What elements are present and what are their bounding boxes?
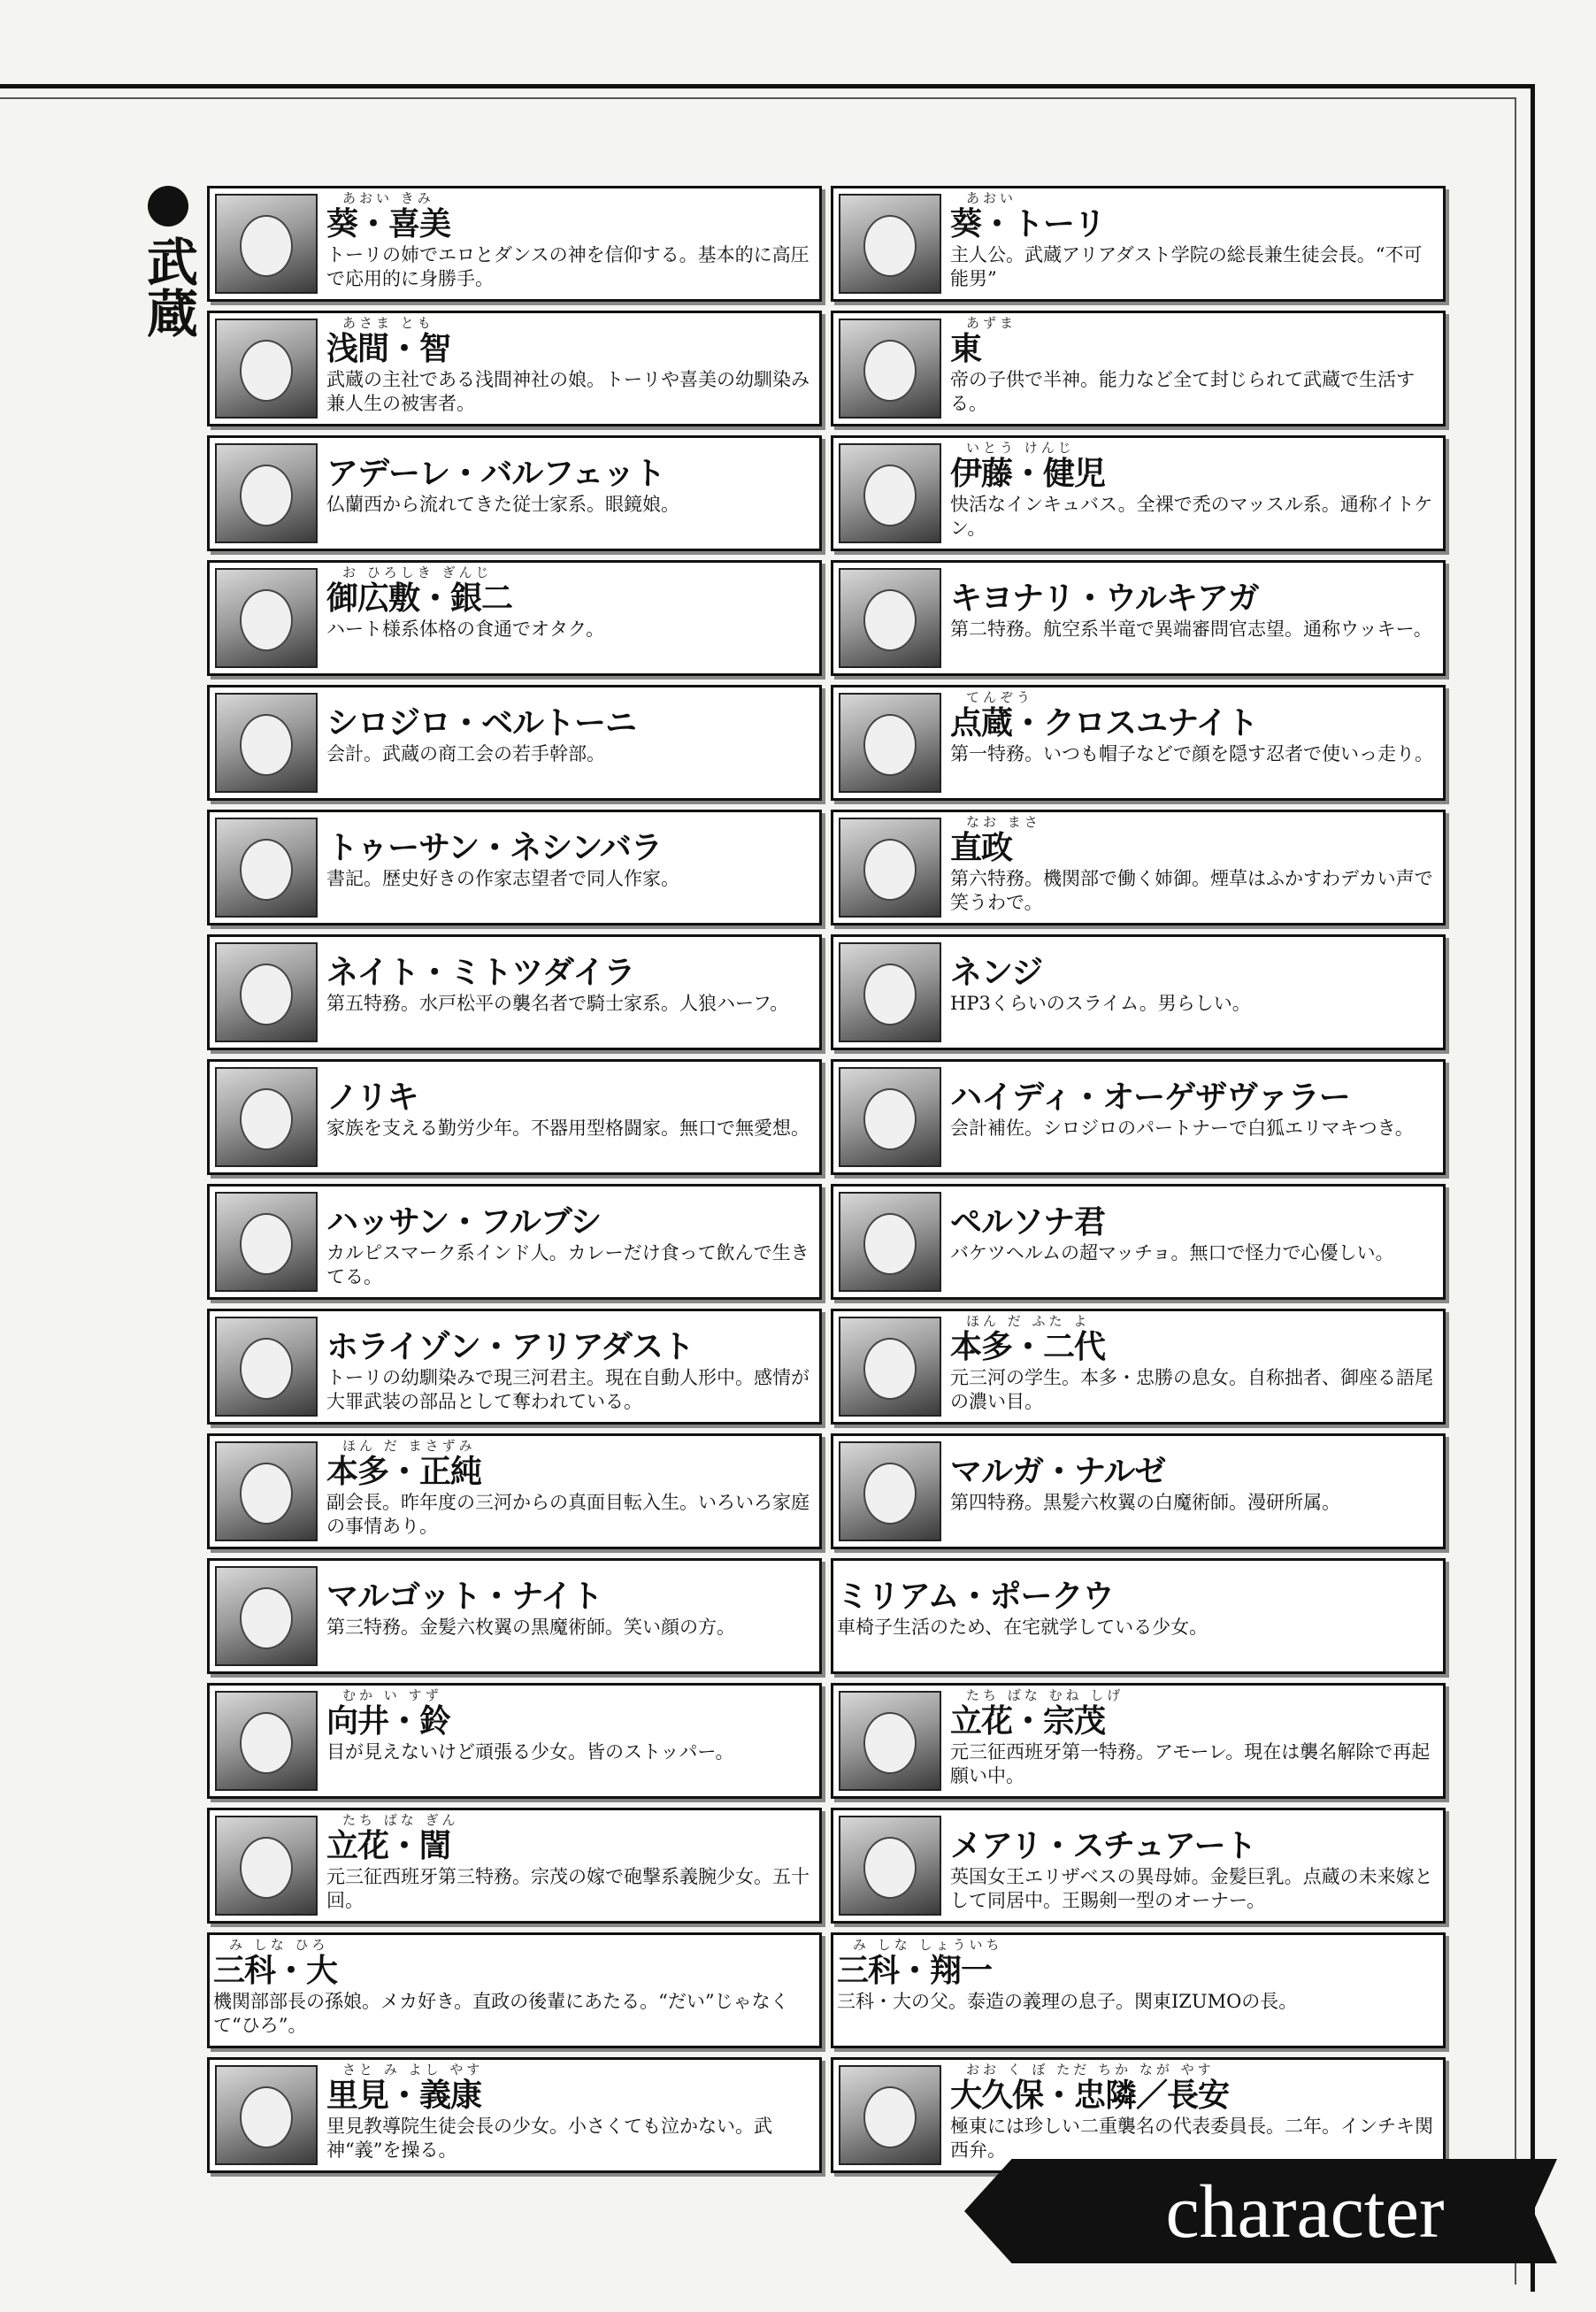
furigana	[326, 1563, 812, 1578]
portrait-image	[839, 693, 941, 793]
character-name: 葵・喜美	[326, 206, 451, 242]
portrait-image	[215, 1566, 318, 1666]
character-card	[207, 685, 822, 801]
portrait-image	[839, 942, 941, 1042]
character-name: 本多・正純	[326, 1454, 482, 1490]
portrait-image	[839, 2065, 941, 2165]
portrait-image	[839, 1816, 941, 1916]
character-text	[947, 1187, 1443, 1297]
portrait-image	[215, 194, 318, 294]
portrait-image	[839, 568, 941, 668]
furigana	[950, 939, 1436, 955]
character-name: ネイト・ミトツダイラ	[326, 955, 635, 991]
character-card	[207, 435, 822, 551]
character-text	[947, 937, 1443, 1048]
character-description: 武蔵の主社である浅間神社の娘。トーリや喜美の幼馴染み兼人生の被害者。	[326, 369, 810, 414]
character-card	[831, 810, 1446, 926]
character-text	[323, 1561, 819, 1671]
character-name: ハッサン・フルブシ	[326, 1204, 602, 1240]
furigana	[326, 814, 812, 830]
character-grid	[207, 186, 1446, 2173]
character-name: トゥーサン・ネシンバラ	[326, 830, 662, 866]
character-card	[831, 1683, 1446, 1799]
portrait-image	[215, 1441, 318, 1541]
character-name: 里見・義康	[326, 2078, 482, 2114]
character-text	[947, 1062, 1443, 1172]
furigana: お ひろしき ぎんじ	[342, 565, 493, 580]
character-text	[947, 812, 1443, 923]
furigana	[950, 1812, 1436, 1828]
furigana: たち ばな ぎん	[342, 1812, 459, 1828]
character-name: 大久保・忠隣／長安	[950, 2078, 1230, 2114]
character-card	[831, 1932, 1446, 2048]
character-text	[323, 812, 819, 923]
character-card	[831, 435, 1446, 551]
furigana: さと み よし やす	[342, 2062, 484, 2078]
character-description: 快活なインキュバス。全裸で禿のマッスル系。通称イトケン。	[950, 494, 1433, 539]
character-card	[831, 1433, 1446, 1549]
character-description: トーリの幼馴染みで現三河君主。現在自動人形中。感情が大罪武装の部品として奪われている。	[326, 1367, 810, 1412]
character-description: 家族を支える勤労少年。不器用型格闘家。無口で無愛想。	[326, 1118, 810, 1139]
character-text	[947, 188, 1443, 299]
character-card	[207, 186, 822, 302]
character-description: 帝の子供で半神。能力など全て封じられて武蔵で生活する。	[950, 369, 1415, 414]
portrait-image	[215, 818, 318, 918]
character-name: マルゴット・ナイト	[326, 1578, 602, 1615]
character-description: 主人公。武蔵アリアダスト学院の総長兼生徒会長。“不可能男”	[950, 244, 1423, 289]
portrait-image	[839, 1192, 941, 1292]
character-card	[207, 1932, 822, 2048]
character-text	[833, 1561, 1443, 1671]
furigana: ほん だ ふた よ	[966, 1313, 1091, 1329]
character-description: 元三征西班牙第一特務。アモーレ。現在は襲名解除で再起願い中。	[950, 1741, 1431, 1786]
character-text	[947, 1311, 1443, 1422]
section-title: 武蔵	[138, 235, 198, 338]
furigana: み しな しょういち	[853, 1937, 1003, 1953]
portrait-image	[215, 1691, 318, 1791]
character-text	[947, 438, 1443, 549]
furigana: あさま とも	[342, 315, 434, 331]
portrait-image	[215, 942, 318, 1042]
character-name: マルガ・ナルゼ	[950, 1454, 1166, 1490]
character-card	[831, 560, 1446, 676]
character-card	[207, 2057, 822, 2173]
portrait-image	[215, 2065, 318, 2165]
portrait-image	[215, 1816, 318, 1916]
character-description: 車椅子生活のため、在宅就学している少女。	[837, 1617, 1209, 1638]
furigana: おお く ぼ ただ ちか なが やす	[966, 2062, 1215, 2078]
character-description: 第六特務。機関部で働く姉御。煙草はふかすわデカい声で笑うわで。	[950, 868, 1433, 913]
furigana: むか い すず	[342, 1687, 442, 1703]
character-card	[831, 685, 1446, 801]
character-name: 立花・誾	[326, 1828, 451, 1864]
section-label	[138, 186, 198, 338]
character-description: 機関部部長の孫娘。メカ好き。直政の後輩にあたる。“だい”じゃなくて“ひろ”。	[213, 1991, 789, 2036]
character-text	[210, 1935, 819, 2046]
character-text	[323, 1062, 819, 1172]
character-text	[323, 1436, 819, 1547]
character-card	[207, 1059, 822, 1175]
furigana	[326, 1188, 812, 1204]
portrait-image	[839, 194, 941, 294]
character-name: メアリ・スチュアート	[950, 1828, 1256, 1864]
character-card	[831, 1558, 1446, 1674]
character-text	[323, 1311, 819, 1422]
character-description: 元三征西班牙第三特務。宗茂の嫁で砲撃系義腕少女。五十回。	[326, 1866, 810, 1911]
character-description: 極東には珍しい二重襲名の代表委員長。二年。インチキ関西弁。	[950, 2116, 1433, 2161]
character-description: 英国女王エリザベスの異母姉。金髪巨乳。点蔵の未来嫁として同居中。王賜剣一型のオーナー。	[950, 1866, 1433, 1911]
furigana: あずま	[966, 315, 1017, 331]
furigana	[326, 689, 812, 705]
furigana: たち ばな むね しげ	[966, 1687, 1124, 1703]
character-description: 会計補佐。シロジロのパートナーで白狐エリマキつき。	[950, 1118, 1414, 1139]
character-card	[207, 1808, 822, 1924]
character-name: 伊藤・健児	[950, 456, 1106, 492]
character-text	[323, 2060, 819, 2170]
character-name: ペルソナ君	[950, 1204, 1106, 1240]
portrait-image	[839, 1691, 941, 1791]
furigana: み しな ひろ	[229, 1937, 329, 1953]
character-card	[831, 1309, 1446, 1425]
character-description: 副会長。昨年度の三河からの真面目転入生。いろいろ家庭の事情あり。	[326, 1492, 810, 1537]
furigana: あおい	[966, 190, 1017, 206]
character-card	[207, 1433, 822, 1549]
character-card	[207, 1683, 822, 1799]
portrait-image	[215, 568, 318, 668]
furigana: あおい きみ	[342, 190, 434, 206]
portrait-image	[839, 1317, 941, 1417]
character-name: ホライゾン・アリアダスト	[326, 1329, 694, 1365]
furigana: ほん だ まさずみ	[342, 1438, 476, 1454]
character-name: 三科・翔一	[837, 1953, 993, 1989]
character-banner-text: character	[1165, 2169, 1445, 2254]
character-text	[323, 937, 819, 1048]
character-card	[207, 810, 822, 926]
furigana	[837, 1563, 1436, 1578]
character-text	[323, 563, 819, 673]
furigana	[326, 1313, 812, 1329]
character-name: 点蔵・クロスユナイト	[950, 705, 1258, 741]
character-description: トーリの姉でエロとダンスの神を信仰する。基本的に高圧で応用的に身勝手。	[326, 244, 810, 289]
character-text	[323, 1810, 819, 1921]
character-name: ノリキ	[326, 1079, 418, 1116]
furigana	[326, 440, 812, 456]
character-name: 三科・大	[213, 1953, 338, 1989]
character-name: キヨナリ・ウルキアガ	[950, 580, 1259, 617]
character-name: ミリアム・ポークウ	[837, 1578, 1114, 1615]
furigana: てんぞう	[966, 689, 1034, 705]
furigana: なお まさ	[966, 814, 1041, 830]
portrait-image	[215, 443, 318, 543]
character-text	[323, 188, 819, 299]
character-description: 会計。武蔵の商工会の若手幹部。	[326, 743, 605, 764]
furigana	[950, 1064, 1436, 1079]
portrait-image	[215, 693, 318, 793]
character-name: 直政	[950, 830, 1013, 866]
furigana	[950, 1438, 1436, 1454]
character-card	[207, 1309, 822, 1425]
character-description: 目が見えないけど頑張る少女。皆のストッパー。	[326, 1741, 734, 1763]
character-name: ハイディ・オーゲザヴァラー	[950, 1079, 1350, 1116]
character-name: 東	[950, 331, 982, 367]
character-description: 第三特務。金髪六枚翼の黒魔術師。笑い顔の方。	[326, 1617, 735, 1638]
character-name: ネンジ	[950, 955, 1043, 991]
character-text	[947, 1810, 1443, 1921]
character-name: 葵・トーリ	[950, 206, 1106, 242]
character-text	[947, 687, 1443, 798]
portrait-image	[215, 1317, 318, 1417]
character-card	[831, 1059, 1446, 1175]
character-card	[831, 2057, 1446, 2173]
portrait-image	[839, 1441, 941, 1541]
character-text	[833, 1935, 1443, 2046]
character-name: 立花・宗茂	[950, 1703, 1106, 1740]
character-description: 第二特務。航空系半竜で異端審問官志望。通称ウッキー。	[950, 618, 1432, 640]
character-text	[323, 438, 819, 549]
character-description: 第一特務。いつも帽子などで顔を隠す忍者で使いっ走り。	[950, 743, 1433, 764]
character-card	[831, 1808, 1446, 1924]
character-text	[947, 2060, 1443, 2170]
character-card	[831, 934, 1446, 1050]
character-description: HP3くらいのスライム。男らしい。	[950, 993, 1251, 1014]
character-card	[831, 186, 1446, 302]
character-name: 向井・鈴	[326, 1703, 451, 1740]
portrait-image	[839, 1067, 941, 1167]
character-card	[207, 1558, 822, 1674]
portrait-image	[215, 1192, 318, 1292]
portrait-image	[215, 319, 318, 419]
character-description: 第五特務。水戸松平の襲名者で騎士家系。人狼ハーフ。	[326, 993, 789, 1014]
character-description: バケツヘルムの超マッチョ。無口で怪力で心優しい。	[950, 1242, 1394, 1264]
character-description: 三科・大の父。泰造の義理の息子。関東IZUMOの長。	[837, 1991, 1298, 2012]
character-description: 里見教導院生徒会長の少女。小さくても泣かない。武神“義”を操る。	[326, 2116, 772, 2161]
character-card	[207, 311, 822, 426]
character-text	[323, 1686, 819, 1796]
furigana	[950, 1188, 1436, 1204]
character-text	[947, 1686, 1443, 1796]
character-text	[323, 313, 819, 424]
character-description: カルピスマーク系インド人。カレーだけ食って飲んで生きてる。	[326, 1242, 810, 1287]
furigana: いとう けんじ	[966, 440, 1075, 456]
character-text	[947, 563, 1443, 673]
character-text	[947, 1436, 1443, 1547]
character-name: アデーレ・バルフェット	[326, 456, 665, 492]
character-text	[947, 313, 1443, 424]
portrait-image	[839, 319, 941, 419]
character-name: シロジロ・ベルトーニ	[326, 705, 637, 741]
character-description: 元三河の学生。本多・忠勝の息女。自称拙者、御座る語尾の濃い目。	[950, 1367, 1433, 1412]
character-description: ハート様系体格の食通でオタク。	[326, 618, 605, 640]
character-name: 御広敷・銀二	[326, 580, 513, 617]
portrait-image	[839, 443, 941, 543]
furigana	[326, 1064, 812, 1079]
character-name: 浅間・智	[326, 331, 451, 367]
character-card	[207, 934, 822, 1050]
furigana	[326, 939, 812, 955]
character-card	[831, 1184, 1446, 1300]
character-text	[323, 1187, 819, 1297]
character-card	[207, 560, 822, 676]
character-card	[831, 311, 1446, 426]
character-description: 仏蘭西から流れてきた従士家系。眼鏡娘。	[326, 494, 679, 515]
furigana	[950, 565, 1436, 580]
character-text	[323, 687, 819, 798]
character-description: 第四特務。黒髪六枚翼の白魔術師。漫研所属。	[950, 1492, 1340, 1513]
section-bullet-icon	[148, 186, 188, 227]
portrait-image	[215, 1067, 318, 1167]
portrait-image	[839, 818, 941, 918]
character-card	[207, 1184, 822, 1300]
character-name: 本多・二代	[950, 1329, 1106, 1365]
character-description: 書記。歴史好きの作家志望者で同人作家。	[326, 868, 679, 889]
